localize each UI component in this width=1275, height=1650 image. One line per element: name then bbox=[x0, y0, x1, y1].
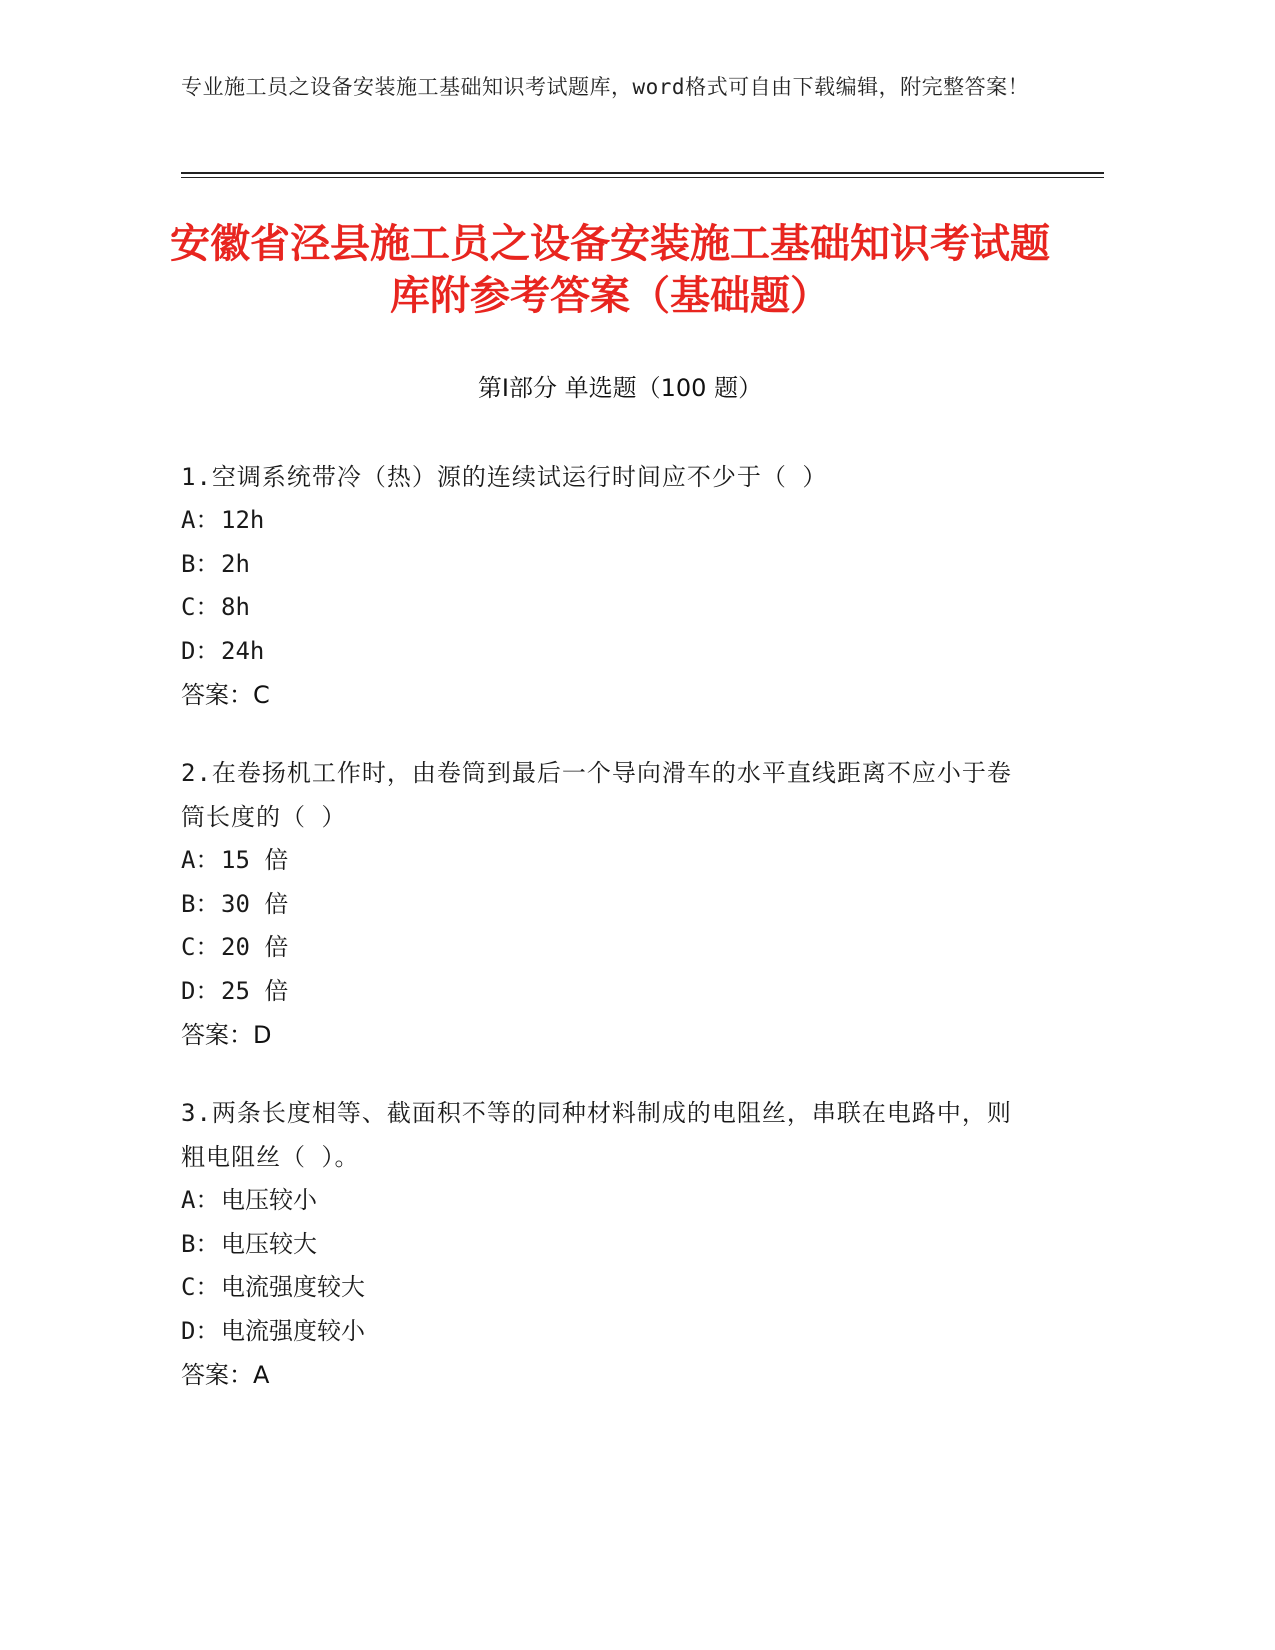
option-letter: D： bbox=[181, 1316, 220, 1345]
option-value: 8h bbox=[221, 593, 250, 621]
option-d bbox=[181, 970, 1021, 1014]
question-text: 2.在卷扬机工作时，由卷筒到最后一个导向滑车的水平直线距离不应小于卷筒长度的（ ） bbox=[181, 759, 1012, 831]
option-c bbox=[181, 586, 1021, 630]
header-note: 专业施工员之设备安装施工基础知识考试题库，word格式可自由下载编辑，附完整答案！ bbox=[181, 75, 1030, 99]
option-letter: D： bbox=[181, 976, 220, 1005]
option-letter: A： bbox=[181, 1186, 220, 1214]
option-value: 20 倍 bbox=[221, 933, 289, 961]
question-list bbox=[181, 455, 1021, 1431]
section-title: 第Ⅰ部分 单选题（100 题） bbox=[477, 374, 763, 402]
option-value: 电流强度较大 bbox=[221, 1273, 365, 1301]
option-b bbox=[181, 883, 1021, 927]
option-d bbox=[181, 630, 1021, 674]
question-2 bbox=[181, 751, 1021, 1057]
option-letter: D： bbox=[181, 636, 220, 665]
question-text: 1.空调系统带冷（热）源的连续试运行时间应不少于（ ） bbox=[181, 463, 828, 491]
option-value: 电流强度较小 bbox=[221, 1316, 365, 1345]
option-c bbox=[181, 1266, 1021, 1310]
question-text: 3.两条长度相等、截面积不等的同种材料制成的电阻丝，串联在电路中，则粗电阻丝（ ）。 bbox=[181, 1099, 1012, 1171]
option-a bbox=[181, 499, 1021, 543]
option-value: 2h bbox=[221, 549, 250, 578]
header-divider-thick bbox=[181, 172, 1104, 174]
option-value: 电压较大 bbox=[221, 1229, 317, 1258]
option-letter: C： bbox=[181, 593, 220, 621]
option-letter: B： bbox=[181, 1229, 220, 1258]
option-letter: A： bbox=[181, 506, 220, 534]
header-divider-thin bbox=[181, 177, 1104, 178]
option-letter: A： bbox=[181, 846, 220, 874]
option-b bbox=[181, 543, 1021, 587]
answer-line: 答案：C bbox=[181, 681, 270, 709]
option-a bbox=[181, 839, 1021, 883]
answer-line: 答案：D bbox=[181, 1021, 272, 1049]
option-value: 电压较小 bbox=[221, 1186, 317, 1214]
option-a bbox=[181, 1179, 1021, 1223]
option-c bbox=[181, 926, 1021, 970]
option-value: 25 倍 bbox=[221, 976, 289, 1005]
option-b bbox=[181, 1223, 1021, 1267]
question-3 bbox=[181, 1091, 1021, 1397]
option-letter: B： bbox=[181, 889, 220, 918]
option-letter: B： bbox=[181, 549, 220, 578]
option-value: 15 倍 bbox=[221, 846, 289, 874]
option-d bbox=[181, 1310, 1021, 1354]
option-letter: C： bbox=[181, 1273, 220, 1301]
question-1 bbox=[181, 455, 1021, 717]
option-letter: C： bbox=[181, 933, 220, 961]
option-value: 30 倍 bbox=[221, 889, 289, 918]
document-title: 安徽省泾县施工员之设备安装施工基础知识考试题库附参考答案（基础题） bbox=[170, 221, 1050, 319]
option-value: 12h bbox=[221, 506, 265, 534]
option-value: 24h bbox=[221, 636, 265, 665]
answer-line: 答案：A bbox=[181, 1361, 270, 1389]
